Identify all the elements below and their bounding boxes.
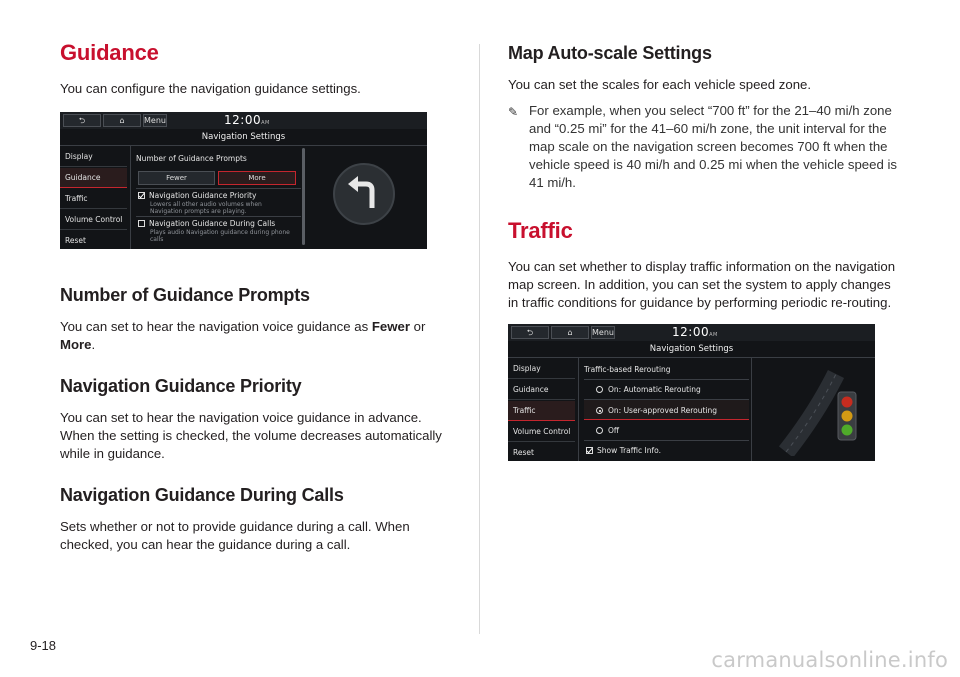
home-button[interactable]: ⌂ [103,114,141,127]
heading-guidance-priority: Navigation Guidance Priority [60,376,302,396]
heading-map-autoscale: Map Auto-scale Settings [508,43,712,63]
clock-ampm: AM [261,120,270,126]
panel-divider [751,358,752,461]
priority-checkbox[interactable] [138,192,145,199]
page-number: 9-18 [30,638,57,653]
menu-item-volume-control[interactable]: Volume Control [60,210,127,230]
option-off-label: Off [608,426,620,435]
option-off[interactable] [596,426,619,435]
menu-item-volume-control[interactable]: Volume Control [508,422,575,442]
row-divider [584,440,749,441]
row-divider [584,379,749,380]
prompts-label: Number of Guidance Prompts [136,154,247,163]
turn-arrow-icon [332,162,396,226]
menu-item-reset[interactable]: Reset [513,448,534,457]
row-divider [136,188,301,189]
heading-number-of-prompts: Number of Guidance Prompts [60,285,310,305]
menu-divider [578,358,579,461]
option-user-approved-label: On: User-approved Rerouting [608,406,717,415]
radio-user-approved[interactable] [596,407,603,414]
watermark: carmanualsonline.info [711,648,948,672]
clock-time: 12:00 [224,113,262,127]
menu-item-traffic[interactable]: Traffic [60,189,127,209]
row-divider [136,216,301,217]
title-divider [508,357,875,358]
option-user-approved[interactable] [596,406,717,415]
menu-item-display[interactable]: Display [60,147,127,167]
left-column [60,40,455,564]
priority-label: Navigation Guidance Priority [149,191,257,200]
screen-title: Navigation Settings [649,344,734,354]
prompts-text-a: You can set to hear the navigation voice guidance as [60,319,372,334]
prompts-more: More [60,337,92,352]
guidance-settings-screenshot [60,112,427,249]
fewer-button[interactable]: Fewer [138,171,215,185]
column-divider [479,44,480,634]
priority-hint-2: Navigation prompts are playing. [150,208,247,215]
menu-item-reset[interactable]: Reset [65,236,86,245]
calls-row[interactable] [138,219,275,228]
option-automatic[interactable] [596,385,701,394]
menu-divider [130,146,131,249]
traffic-settings-screenshot [508,324,875,461]
menu-item-guidance[interactable]: Guidance [508,380,575,400]
priority-hint-1: Lowers all other audio volumes when [150,201,262,208]
prompts-text-e: . [91,337,96,352]
prompts-paragraph [60,318,455,354]
calls-hint-2: calls [150,236,164,243]
home-button[interactable]: ⌂ [551,326,589,339]
section-title-guidance: Guidance [60,40,159,65]
show-traffic-checkbox[interactable] [586,447,593,454]
priority-row[interactable] [138,191,256,200]
guidance-intro: You can configure the navigation guidance settings. [60,81,361,96]
radio-off[interactable] [596,427,603,434]
show-traffic-label: Show Traffic Info. [597,446,661,455]
title-divider [60,145,427,146]
scrollbar[interactable] [302,148,305,245]
menu-item-display[interactable]: Display [508,359,575,379]
traffic-light-icon [776,364,868,456]
menu-item-guidance[interactable]: Guidance [60,168,127,188]
back-button[interactable]: ⮌ [511,326,549,339]
heading-guidance-during-calls: Navigation Guidance During Calls [60,485,344,505]
prompts-fewer: Fewer [371,319,410,334]
screen-title: Navigation Settings [201,132,286,142]
menu-button[interactable]: Menu [144,116,166,125]
autoscale-note [508,102,903,192]
clock [224,113,270,127]
priority-paragraph: You can set to hear the navigation voice guidance in advance. When the setting is checked, the volume decreases automatically while in guidance. [60,410,442,461]
back-button[interactable]: ⮌ [63,114,101,127]
calls-checkbox[interactable] [138,220,145,227]
prompts-text-c: or [409,319,426,334]
calls-paragraph: Sets whether or not to provide guidance during a call. When checked, you can hear the guidance during a call. [60,519,410,552]
pencil-note-icon: ✎ [508,105,519,119]
section-title-traffic: Traffic [508,218,573,243]
reroute-label: Traffic-based Rerouting [584,365,671,374]
calls-label: Navigation Guidance During Calls [149,219,276,228]
clock-ampm: AM [709,332,718,338]
autoscale-paragraph: You can set the scales for each vehicle speed zone. [508,77,812,92]
option-automatic-label: On: Automatic Rerouting [608,385,701,394]
right-column [508,40,903,461]
clock [672,325,718,339]
show-traffic-row[interactable] [586,446,661,455]
note-text: For example, when you select “700 ft” for the 21–40 mi/h zone and “0.25 mi” for the 41–60 mi/h zone, the unit interval for the map scale on the navigation screen becomes 700 ft when the vehicle speed is 40 mi/h and 0.25 mi when the vehicle speed is 41 mi/h. [529,103,898,190]
menu-button[interactable]: Menu [592,328,614,337]
calls-hint-1: Plays audio Navigation guidance during phone [150,229,290,236]
menu-item-traffic[interactable]: Traffic [508,401,575,421]
clock-time: 12:00 [672,325,710,339]
radio-automatic[interactable] [596,386,603,393]
more-button[interactable]: More [218,171,296,185]
traffic-paragraph: You can set whether to display traffic information on the navigation map screen. In addition, you can set the system to apply changes in traffic conditions for guidance by performing periodic re-routing. [508,259,896,310]
